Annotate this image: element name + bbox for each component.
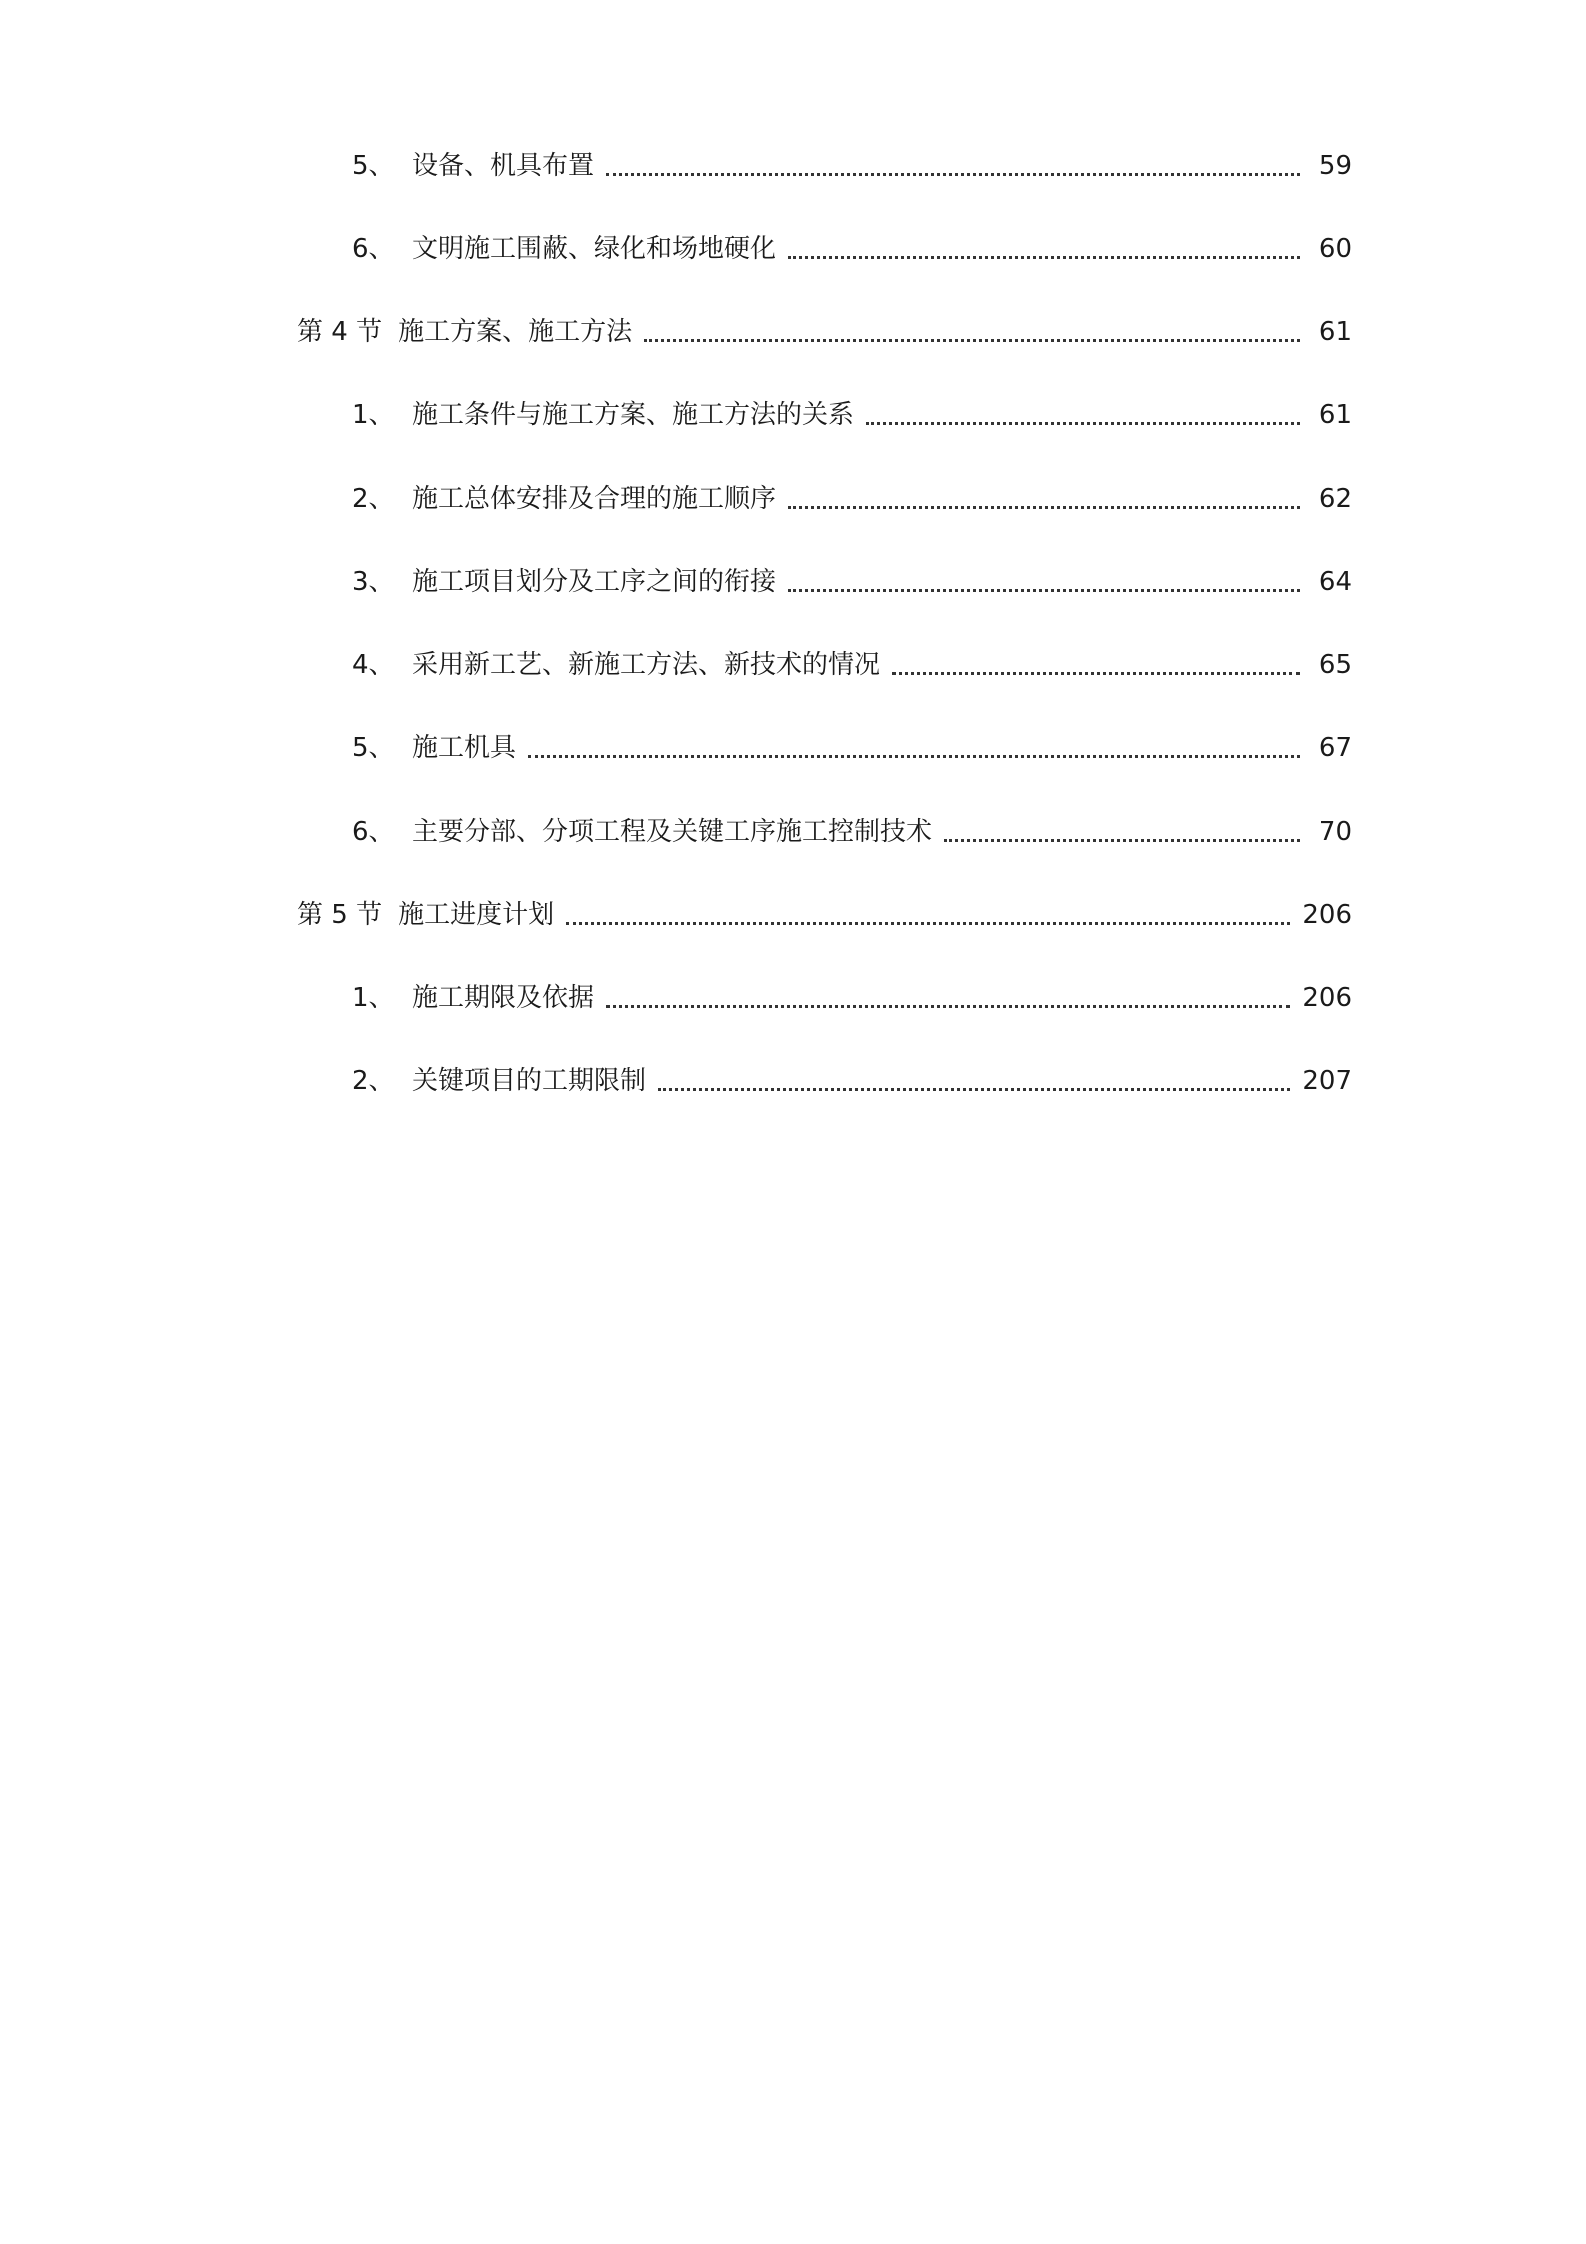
toc-entry-number: 1、 bbox=[352, 983, 395, 1013]
toc-entry-page: 64 bbox=[1318, 567, 1352, 597]
toc-entry-title: 施工期限及依据 bbox=[412, 983, 595, 1013]
toc-entry-title: 采用新工艺、新施工方法、新技术的情况 bbox=[412, 650, 881, 680]
toc-section-title: 施工方案、施工方法 bbox=[398, 317, 633, 347]
toc-dot-leader bbox=[944, 839, 1300, 842]
toc-dot-leader bbox=[788, 506, 1300, 509]
toc-entry-page: 70 bbox=[1318, 817, 1352, 847]
toc-section-entry[interactable] bbox=[297, 893, 1352, 937]
toc-entry-page: 59 bbox=[1318, 151, 1352, 181]
toc-entry-title: 施工条件与施工方案、施工方法的关系 bbox=[412, 400, 855, 430]
toc-entry[interactable] bbox=[352, 810, 1352, 854]
toc-dot-leader bbox=[788, 589, 1300, 592]
toc-entry-page: 206 bbox=[1302, 900, 1352, 930]
toc-entry-number: 1、 bbox=[352, 400, 395, 430]
toc-entry[interactable] bbox=[352, 1059, 1352, 1103]
toc-dot-leader bbox=[528, 755, 1300, 758]
toc-entry[interactable] bbox=[352, 393, 1352, 437]
toc-entry-page: 207 bbox=[1302, 1066, 1352, 1096]
toc-entry-title: 施工项目划分及工序之间的衔接 bbox=[412, 567, 777, 597]
toc-entry-page: 67 bbox=[1318, 733, 1352, 763]
toc-entry-number: 6、 bbox=[352, 234, 395, 264]
toc-entry-page: 62 bbox=[1318, 484, 1352, 514]
toc-entry-title: 施工总体安排及合理的施工顺序 bbox=[412, 484, 777, 514]
toc-entry-number: 5、 bbox=[352, 733, 395, 763]
toc-dot-leader bbox=[606, 1005, 1290, 1008]
toc-entry-page: 61 bbox=[1318, 317, 1352, 347]
toc-entry-page: 60 bbox=[1318, 234, 1352, 264]
toc-entry-title: 设备、机具布置 bbox=[412, 151, 595, 181]
toc-entry[interactable] bbox=[352, 477, 1352, 521]
toc-entry[interactable] bbox=[352, 227, 1352, 271]
toc-entry-page: 65 bbox=[1318, 650, 1352, 680]
toc-dot-leader bbox=[788, 256, 1300, 259]
toc-dot-leader bbox=[892, 672, 1300, 675]
toc-dot-leader bbox=[866, 422, 1300, 425]
toc-entry[interactable] bbox=[352, 643, 1352, 687]
toc-entry-title: 文明施工围蔽、绿化和场地硬化 bbox=[412, 234, 777, 264]
toc-entry-title: 关键项目的工期限制 bbox=[412, 1066, 647, 1096]
toc-section-entry[interactable] bbox=[297, 310, 1352, 354]
toc-entry[interactable] bbox=[352, 976, 1352, 1020]
toc-entry-title: 主要分部、分项工程及关键工序施工控制技术 bbox=[412, 817, 933, 847]
toc-section-number: 第 4 节 bbox=[297, 317, 383, 347]
toc-entry[interactable] bbox=[352, 144, 1352, 188]
toc-entry-page: 206 bbox=[1302, 983, 1352, 1013]
toc-dot-leader bbox=[644, 339, 1300, 342]
toc-entry-number: 6、 bbox=[352, 817, 395, 847]
toc-section-number: 第 5 节 bbox=[297, 900, 383, 930]
toc-dot-leader bbox=[658, 1088, 1290, 1091]
toc-entry-number: 3、 bbox=[352, 567, 395, 597]
toc-entry[interactable] bbox=[352, 560, 1352, 604]
toc-dot-leader bbox=[566, 922, 1290, 925]
toc-entry[interactable] bbox=[352, 726, 1352, 770]
toc-entry-number: 5、 bbox=[352, 151, 395, 181]
toc-entry-page: 61 bbox=[1318, 400, 1352, 430]
toc-entry-number: 2、 bbox=[352, 1066, 395, 1096]
toc-entry-title: 施工机具 bbox=[412, 733, 517, 763]
toc-dot-leader bbox=[606, 173, 1300, 176]
toc-entry-number: 2、 bbox=[352, 484, 395, 514]
toc-entry-number: 4、 bbox=[352, 650, 395, 680]
toc-section-title: 施工进度计划 bbox=[398, 900, 555, 930]
